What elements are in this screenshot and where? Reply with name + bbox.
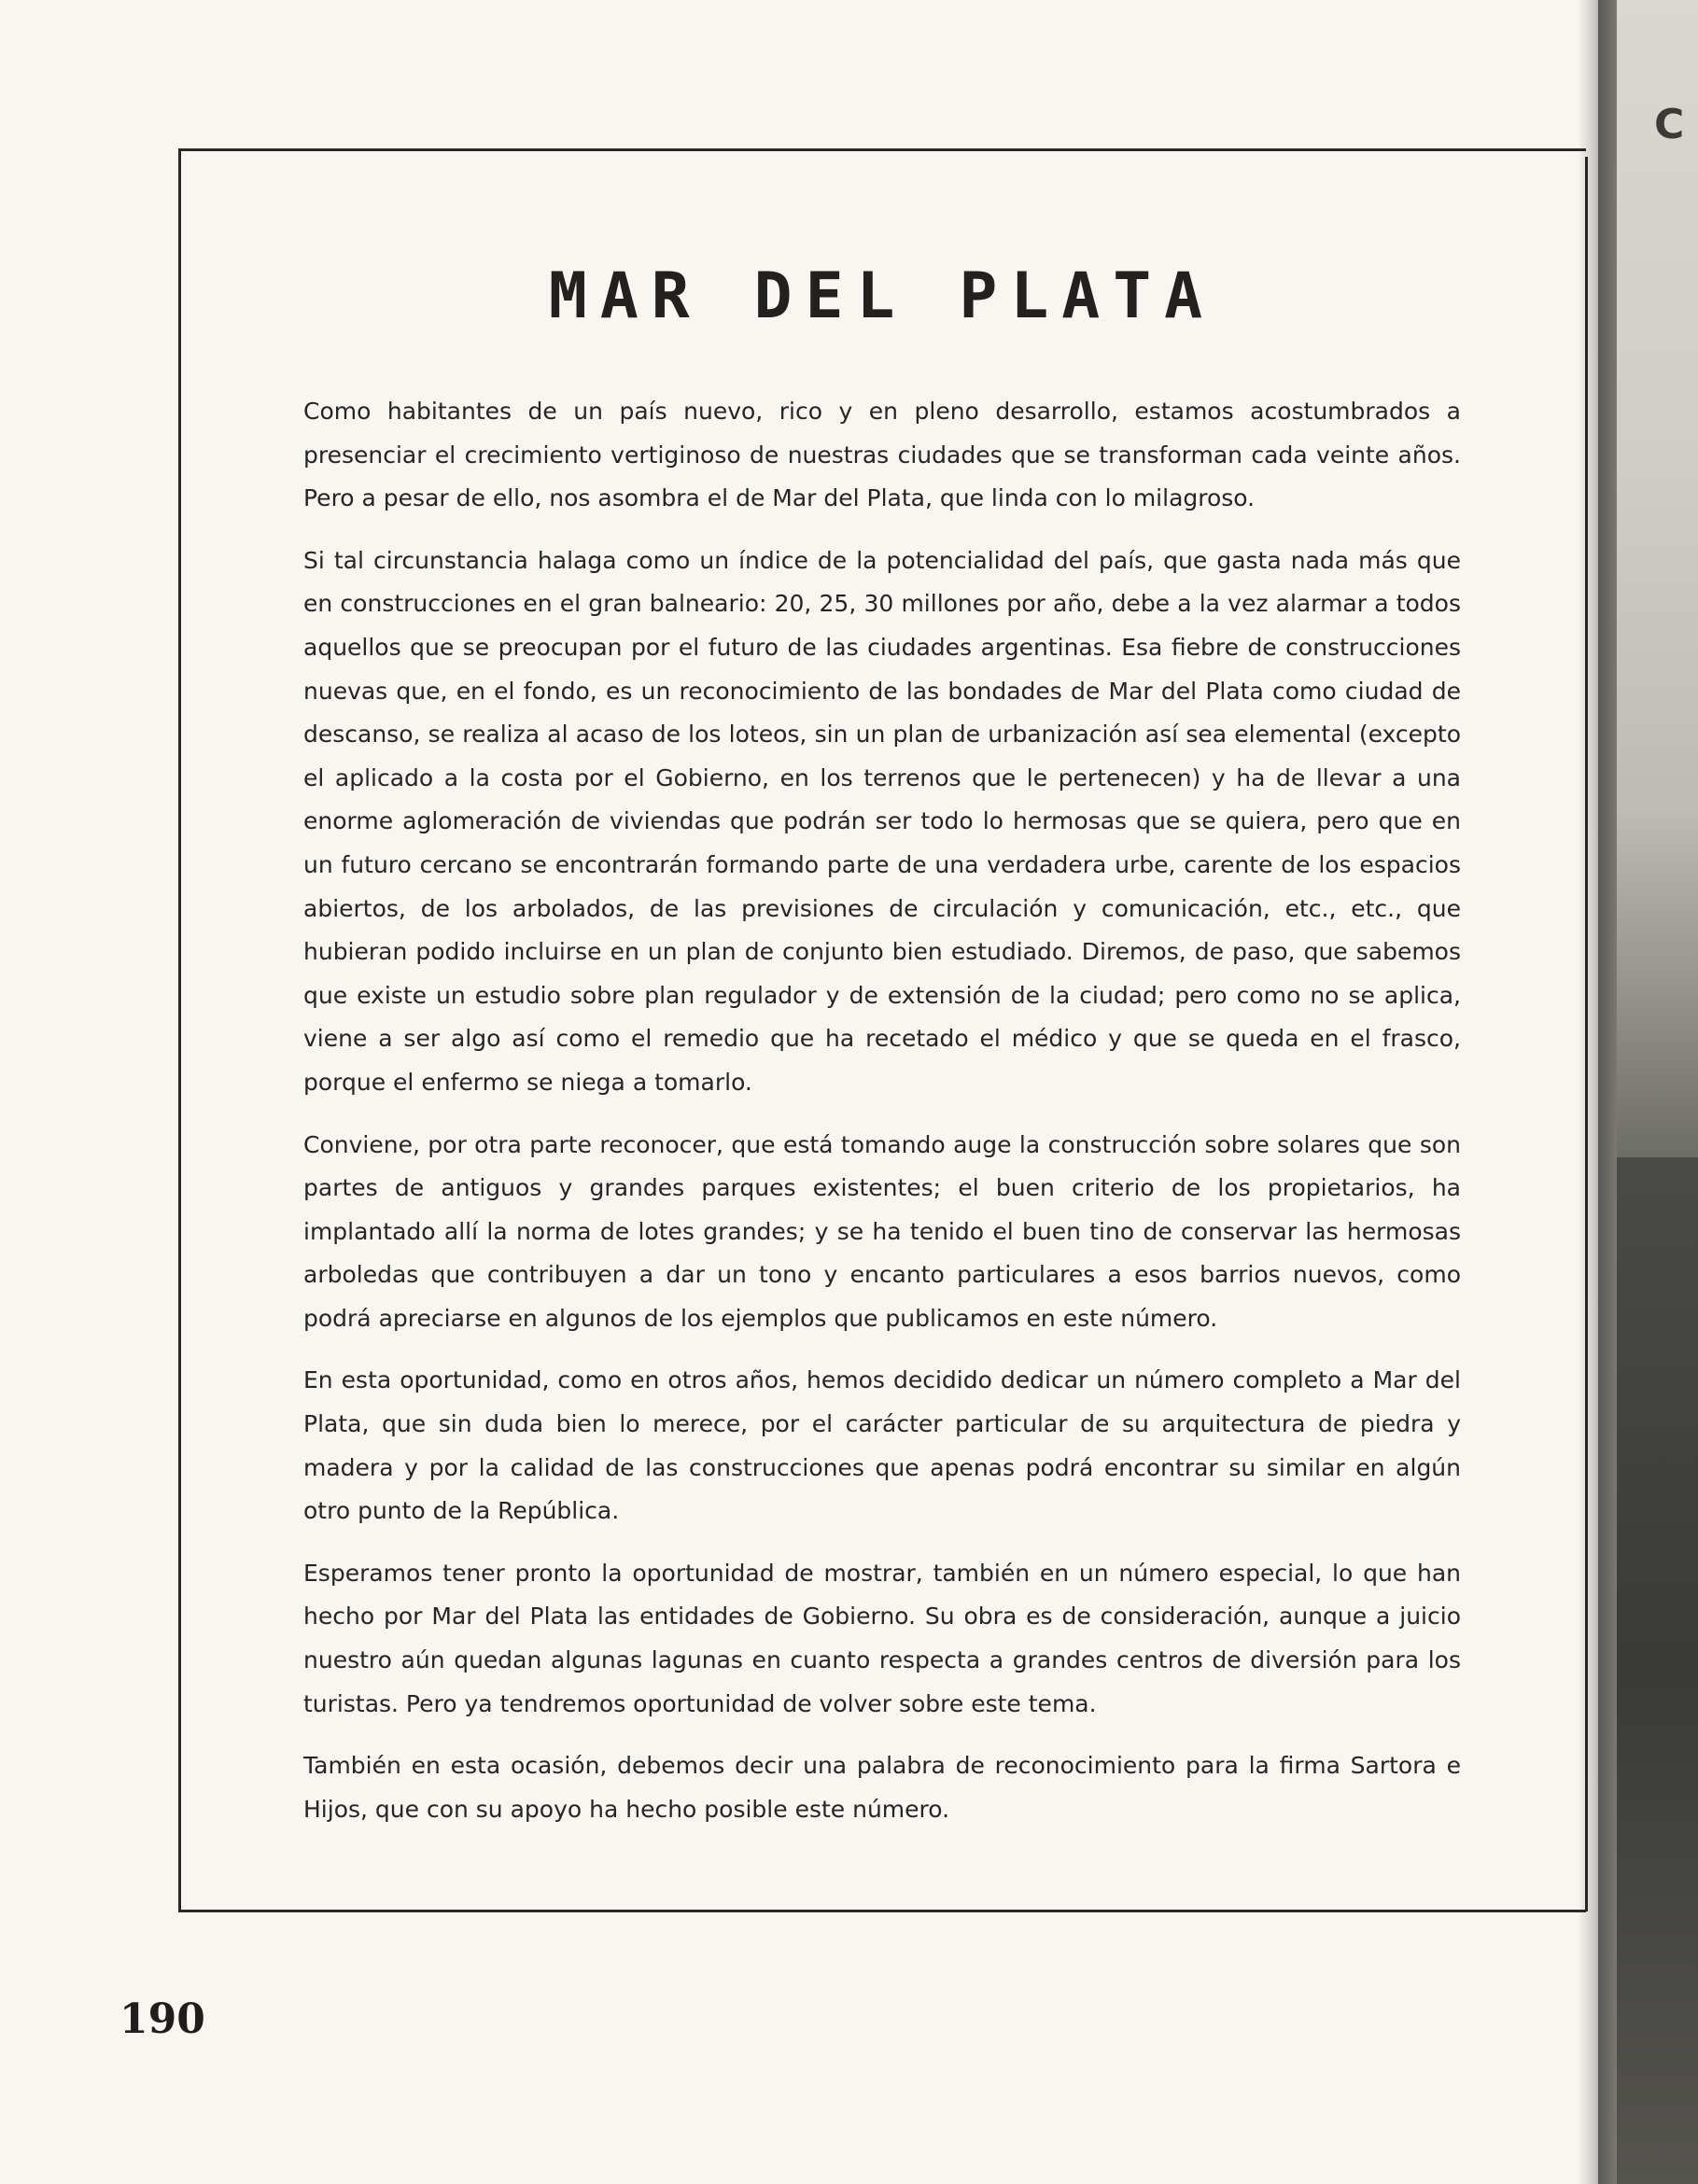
facing-page-photo-light <box>1617 0 1698 1157</box>
paragraph-3: Conviene, por otra parte reconocer, que está tomando auge la construcción sobre solares que son partes de antiguos y grandes parques existentes; el buen criterio de los propietarios, ha implantado allí la norma de lotes grandes; y se ha tenido el buen tino de conservar las hermosas arboledas que contribuyen a dar un tono y encanto particulares a esos barrios nuevos, como podrá apreciarse en algunos de los ejemplos que publicamos en este número. <box>303 1130 1461 1332</box>
article-title: MAR DEL PLATA <box>548 259 1216 333</box>
paragraph-2: Si tal circunstancia halaga como un índice de la potencialidad del país, que gasta nada más que en construcciones en el gran balneario: 20, 25, 30 millones por año, debe a la vez alarmar a todos aquellos que se preocupan por el futuro de las ciudades argentinas. Esa fiebre de construcciones nuevas que, en el fondo, es un reconocimiento de las bondades de Mar del Plata como ciudad de descanso, se realiza al acaso de los loteos, sin un plan de urbanización así sea elemental (excepto el aplicado a la costa por el Gobierno, en los terrenos que le pertenecen) y ha de llevar a una enorme aglomeración de viviendas que podrán ser todo lo hermosas que se quiera, pero que en un futuro cercano se encontrarán formando parte de una verdadera urbe, carente de los espacios abiertos, de los arbolados, de las previsiones de circulación y comunicación, etc., etc., que hubieran podido incluirse en un plan de conjunto bien estudiado. Diremos, de paso, que sabemos que existe un estudio sobre plan regulador y de extensión de la ciudad; pero como no se aplica, viene a ser algo así como el remedio que ha recetado el médico y que se queda en el frasco, porque el enfermo se niega a tomarlo. <box>303 546 1461 1096</box>
paragraph-5: Esperamos tener pronto la oportunidad de mostrar, también en un número especial, lo que han hecho por Mar del Plata las entidades de Gobierno. Su obra es de consideración, aunque a juicio nuestro aún quedan algunas lagunas en cuanto respecta a grandes centros de diversión para los turistas. Pero ya tendremos oportunidad de volver sobre este tema. <box>303 1559 1461 1717</box>
facing-page-edge-letter: C <box>1654 101 1685 148</box>
paragraph-4: En esta oportunidad, como en otros años, hemos decidido dedicar un número completo a Mar del Plata, que sin duda bien lo merece, por el carácter particular de su arquitectura de piedra y madera y por la calidad de las construcciones que apenas podrá encontrar su similar en algún otro punto de la República. <box>303 1366 1461 1525</box>
facing-page-photo-dark <box>1617 1157 1698 2184</box>
page-number: 190 <box>119 1995 205 2043</box>
paragraph-6: También en esta ocasión, debemos decir una palabra de reconocimiento para la firma Sartora e Hijos, que con su apoyo ha hecho posible este número. <box>303 1752 1461 1823</box>
article-body <box>303 390 1461 1850</box>
facing-page-edge <box>1598 0 1698 2184</box>
paragraph-1: Como habitantes de un país nuevo, rico y en pleno desarrollo, estamos acostumbrados a presenciar el crecimiento vertiginoso de nuestras ciudades que se transforman cada veinte años. Pero a pesar de ello, nos asombra el de Mar del Plata, que linda con lo milagroso. <box>303 398 1461 512</box>
